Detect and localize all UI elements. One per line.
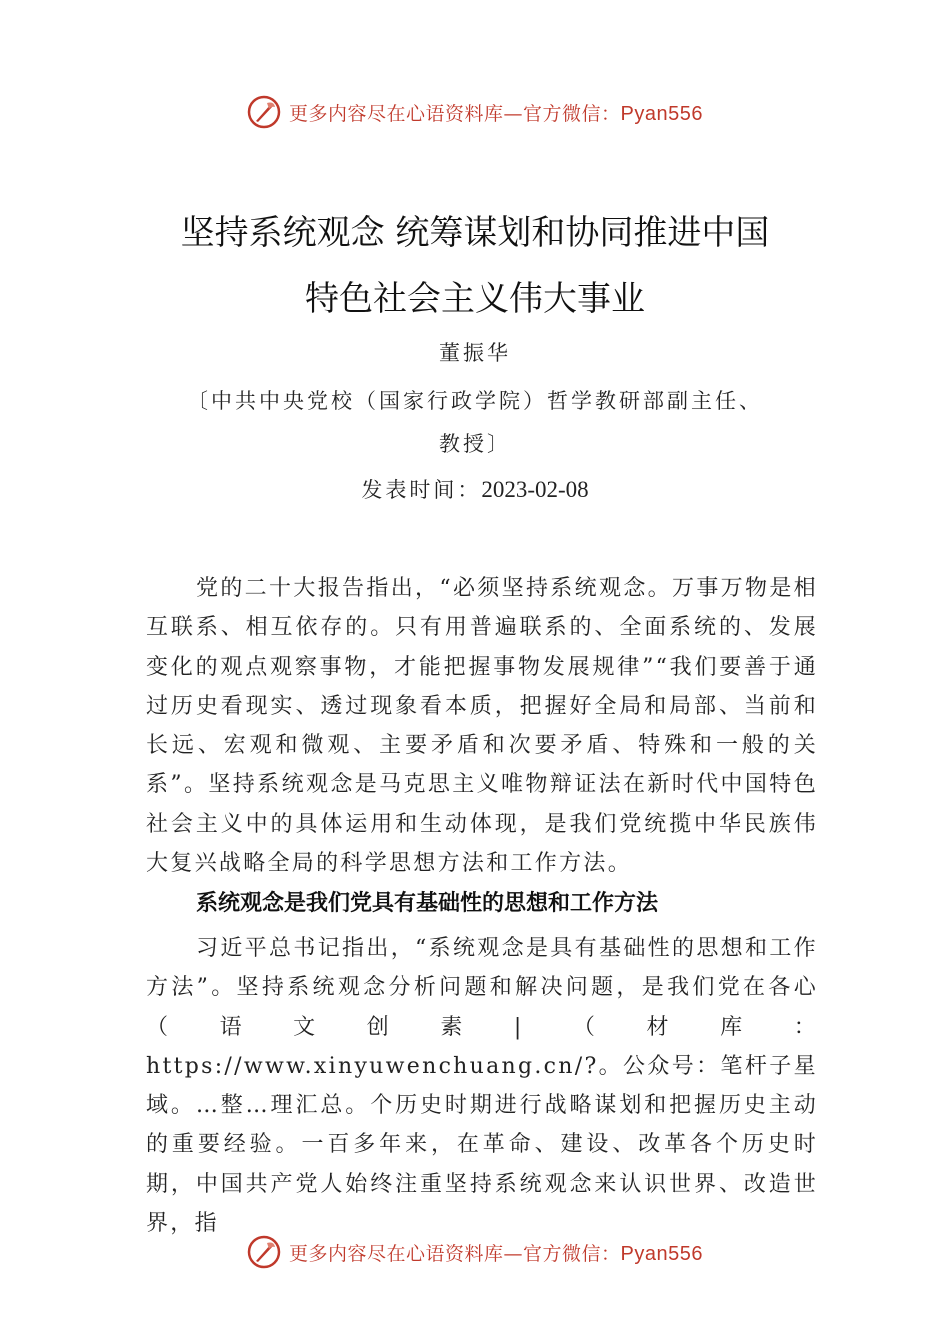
article-title-line1: 坚持系统观念 统筹谋划和协同推进中国: [180, 213, 770, 253]
quill-logo-icon: [247, 1235, 281, 1269]
paragraph-2: 习近平总书记指出，“系统观念是具有基础性的思想和工作方法”。坚持系统观念分析问题和解决问题，是我们党在各心（语文创素|（材库：https://www.xinyuwenchuang.cn/?。公众号：笔杆子星域。…整…理汇总。个历史时期进行战略谋划和把握历史主动的重要经验。一百多年来，在革命、建设、改革各个历史时期，中国共产党人始终注重坚持系统观念来认识世界、改造世界，指: [146, 936, 818, 1237]
affiliation-line2: 教授〕: [439, 432, 511, 456]
paragraph-1: 党的二十大报告指出，“必须坚持系统观念。万事万物是相互联系、相互依存的。只有用普遍联系的、全面系统的、发展变化的观点观察事物，才能把握事物发展规律”“我们要善于通过历史看现实、透过现象看本质，把握好全局和局部、当前和长远、宏观和微观、主要矛盾和次要矛盾、特殊和一般的关系”。坚持系统观念是马克思主义唯物辩证法在新时代中国特色社会主义中的具体运用和生动体现，是我们党统揽中华民族伟大复兴战略全局的科学思想方法和工作方法。: [146, 576, 818, 877]
date-label: 发表时间：: [361, 478, 482, 502]
paragraph-2-container: [146, 929, 818, 1243]
wechat-id: Pyan556: [620, 1242, 703, 1265]
wechat-id: Pyan556: [620, 102, 703, 125]
watermark-footer: [0, 1235, 950, 1269]
watermark-header: [0, 95, 950, 129]
article-title-line2: 特色社会主义伟大事业: [305, 279, 645, 319]
author-name: 董振华: [439, 341, 511, 365]
publish-date: [0, 474, 950, 504]
date-value: 2023-02-08: [481, 477, 589, 502]
watermark-text: 更多内容尽在心语资料库—官方微信：Pyan556: [289, 1242, 703, 1265]
section-heading: 系统观念是我们党具有基础性的思想和工作方法: [196, 891, 659, 916]
affiliation-line1: 〔中共中央党校（国家行政学院）哲学教研部副主任、: [187, 389, 763, 413]
watermark-text: 更多内容尽在心语资料库—官方微信：Pyan556: [289, 102, 703, 125]
quill-logo-icon: [247, 95, 281, 129]
paragraph-1-container: [146, 569, 818, 883]
